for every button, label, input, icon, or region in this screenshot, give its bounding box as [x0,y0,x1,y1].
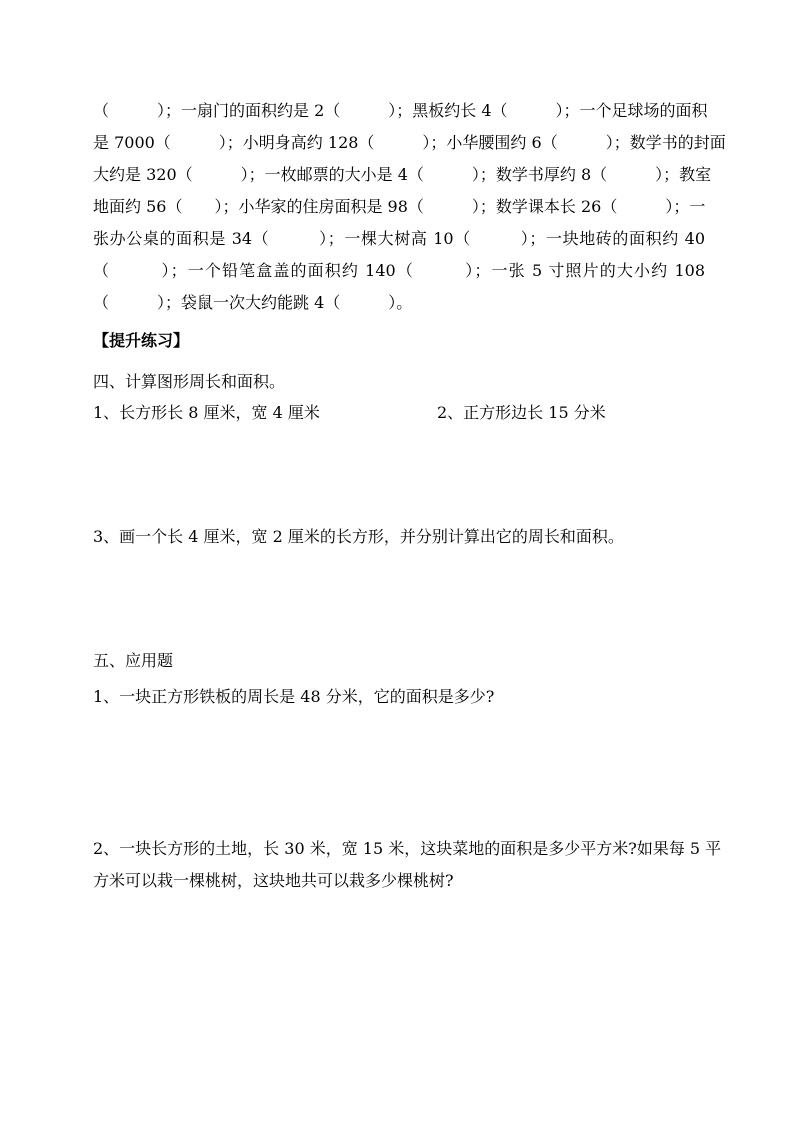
answer-space-five-1 [93,712,705,832]
answer-space-four-3 [93,552,705,642]
fill-blank-line-7: （ ）；袋鼠一次大约能跳 4（ ）。 [93,293,413,312]
answer-space-four-1-2 [93,428,705,518]
fill-blank-line-1: （ ）；一扇门的面积约是 2（ ）；黑板约长 4（ ）；一个足球场的面积 [93,101,708,120]
section-five-question-2-line-2: 方米可以栽一棵桃树，这块地共可以栽多少棵桃树? [93,871,454,890]
section-four-question-1: 1、长方形长 8 厘米，宽 4 厘米 [93,403,320,422]
fill-blank-line-3: 大约是 320（ ）；一枚邮票的大小是 4（ ）；数学书厚约 8（ ）；教室 [93,165,712,184]
fill-blank-line-2: 是 7000（ ）；小明身高约 128（ ）；小华腰围约 6（ ）；数学书的封面 [93,133,726,152]
section-four-question-3: 3、画一个长 4 厘米，宽 2 厘米的长方形，并分别计算出它的周长和面积。 [93,527,624,546]
section-five-question-1: 1、一块正方形铁板的周长是 48 分米，它的面积是多少? [93,687,495,706]
section-four-question-2: 2、正方形边长 15 分米 [437,403,606,422]
fill-blank-line-5: 张办公桌的面积是 34（ ）；一棵大树高 10（ ）；一块地砖的面积约 40 [93,229,705,248]
section-five-title: 五、应用题 [93,651,174,670]
fill-blank-line-4: 地面约 56（ ）；小华家的住房面积是 98（ ）；数学课本长 26（ ）；一 [93,197,706,216]
fill-blank-paragraph [93,95,726,319]
section-heading-improve: 【提升练习】 [93,331,190,350]
section-four-title: 四、计算图形周长和面积。 [93,372,286,391]
section-five-question-2-line-1: 2、一块长方形的土地，长 30 米，宽 15 米，这块菜地的面积是多少平方米?如果每 5 平 [93,839,722,858]
answer-space-five-2 [93,896,705,1076]
fill-blank-line-6: （ ）；一个铅笔盒盖的面积约 140（ ）；一张 5 寸照片的大小约 108 [93,261,705,280]
